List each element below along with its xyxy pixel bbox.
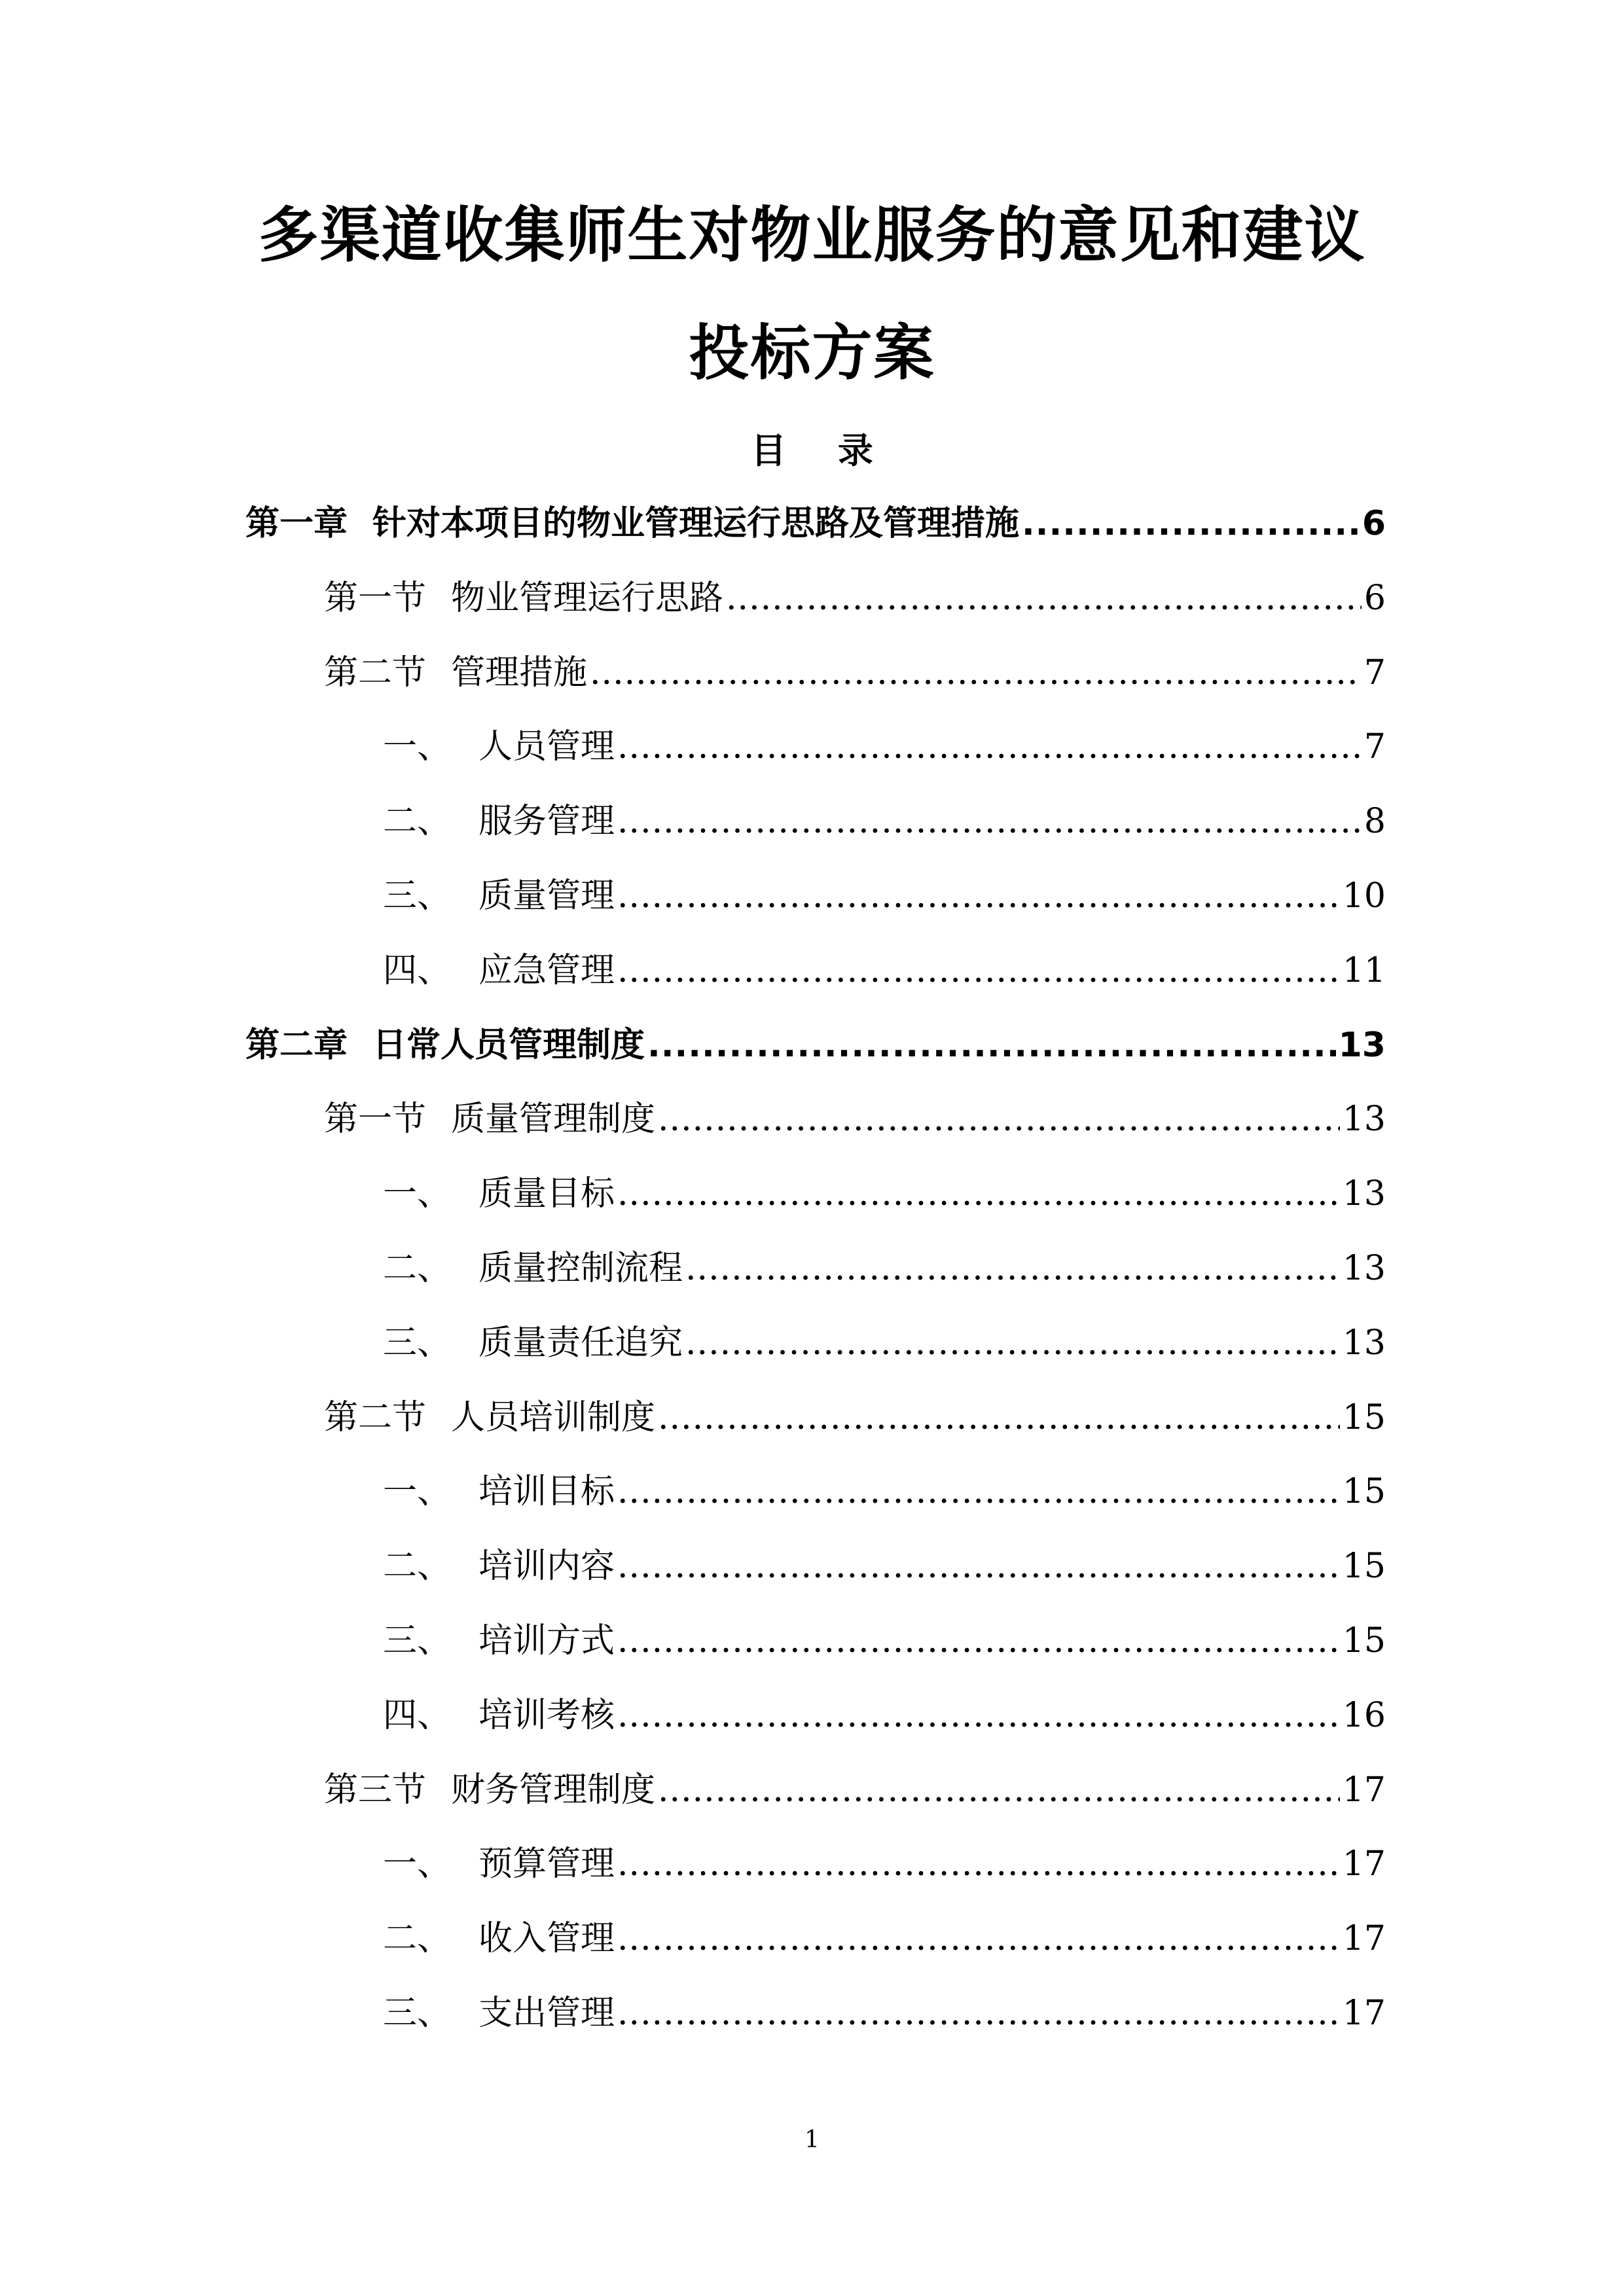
toc-entry-number: 三、 (383, 1621, 452, 1660)
toc-entry-title: 收入管理 (478, 1919, 615, 1958)
toc-dot-leader (617, 1615, 1340, 1667)
toc-entry-title: 日常人员管理制度 (372, 1026, 645, 1065)
toc-entry-page: 17 (1342, 1919, 1386, 1958)
toc-dot-leader (1022, 497, 1360, 550)
toc-entry-number: 第一节 (324, 579, 427, 618)
toc-entry[interactable] (383, 1912, 1386, 1965)
toc-entry-page: 13 (1342, 1100, 1386, 1139)
toc-entry-title: 质量控制流程 (478, 1249, 683, 1288)
toc-entry[interactable] (245, 1019, 1386, 1071)
toc-entry-page: 8 (1363, 802, 1386, 841)
toc-entry-number: 二、 (383, 1919, 452, 1958)
toc-dot-leader (685, 1242, 1340, 1295)
toc-entry-title: 支出管理 (478, 1994, 615, 2033)
toc-entry-title: 服务管理 (478, 802, 615, 841)
toc-entry-number: 二、 (383, 1547, 452, 1586)
toc-entry[interactable] (383, 1540, 1386, 1592)
toc-entry-page: 13 (1338, 1026, 1386, 1065)
toc-entry-page: 17 (1342, 1770, 1386, 1810)
toc-dot-leader (617, 1465, 1340, 1518)
toc-entry-page: 15 (1342, 1398, 1386, 1437)
toc-entry-number: 三、 (383, 1994, 452, 2033)
toc-entry-title: 培训内容 (478, 1547, 615, 1586)
toc-entry-page: 15 (1342, 1472, 1386, 1511)
document-title-line-2: 投标方案 (689, 318, 935, 388)
toc-dot-leader (617, 870, 1340, 922)
toc-entry[interactable] (324, 1093, 1386, 1145)
toc-entry-page: 15 (1342, 1547, 1386, 1586)
toc-entry-page: 13 (1342, 1323, 1386, 1363)
toc-entry-page: 10 (1342, 876, 1386, 916)
toc-entry-number: 一、 (383, 727, 452, 766)
toc-dot-leader (726, 572, 1362, 624)
toc-dot-leader (617, 1912, 1340, 1965)
toc-entry-number: 二、 (383, 802, 452, 841)
toc-entry-number: 第一章 (245, 504, 348, 543)
toc-dot-leader (617, 1838, 1340, 1890)
toc-heading: 目 录 (751, 430, 893, 471)
toc-entry-number: 第二章 (245, 1026, 348, 1065)
toc-entry-title: 财务管理制度 (451, 1770, 656, 1810)
toc-entry[interactable] (383, 944, 1386, 997)
toc-entry-title: 培训方式 (478, 1621, 615, 1660)
toc-entry[interactable] (383, 1168, 1386, 1220)
toc-entry[interactable] (383, 1987, 1386, 2039)
toc-entry[interactable] (324, 1391, 1386, 1444)
toc-dot-leader (617, 1689, 1340, 1742)
toc-entry-number: 第三节 (324, 1770, 427, 1810)
toc-dot-leader (658, 1391, 1340, 1444)
toc-entry-page: 7 (1363, 653, 1386, 692)
toc-dot-leader (617, 1540, 1340, 1592)
toc-entry-title: 针对本项目的物业管理运行思路及管理措施 (372, 504, 1020, 543)
toc-entry-number: 第一节 (324, 1100, 427, 1139)
toc-dot-leader (617, 795, 1362, 848)
toc-entry-page: 13 (1342, 1249, 1386, 1288)
toc-entry[interactable] (383, 721, 1386, 773)
toc-entry[interactable] (383, 1689, 1386, 1742)
toc-entry-title: 质量责任追究 (478, 1323, 683, 1363)
toc-dot-leader (617, 1168, 1340, 1220)
toc-dot-leader (647, 1019, 1336, 1071)
toc-entry-number: 一、 (383, 1472, 452, 1511)
toc-dot-leader (617, 1987, 1340, 2039)
toc-entry-title: 质量管理制度 (451, 1100, 656, 1139)
toc-entry[interactable] (383, 870, 1386, 922)
toc-dot-leader (658, 1093, 1340, 1145)
toc-entry-number: 二、 (383, 1249, 452, 1288)
toc-entry-title: 人员管理 (478, 727, 615, 766)
toc-entry-page: 6 (1363, 579, 1386, 618)
toc-entry-page: 16 (1342, 1696, 1386, 1735)
toc-entry-title: 质量目标 (478, 1174, 615, 1213)
toc-entry-page: 15 (1342, 1621, 1386, 1660)
toc-entry-number: 四、 (383, 1696, 452, 1735)
toc-entry-number: 一、 (383, 1844, 452, 1884)
toc-entry[interactable] (245, 497, 1386, 550)
toc-entry-page: 6 (1362, 504, 1386, 543)
toc-entry-title: 质量管理 (478, 876, 615, 916)
toc-entry-title: 预算管理 (478, 1844, 615, 1884)
toc-entry-page: 17 (1342, 1994, 1386, 2033)
toc-entry-title: 物业管理运行思路 (451, 579, 724, 618)
toc-entry[interactable] (383, 1615, 1386, 1667)
toc-entry-title: 应急管理 (478, 951, 615, 990)
toc-entry-title: 管理措施 (451, 653, 588, 692)
toc-entry[interactable] (383, 795, 1386, 848)
toc-entry[interactable] (324, 572, 1386, 624)
toc-dot-leader (590, 647, 1362, 699)
document-title-line-1: 多渠道收集师生对物业服务的意见和建议 (258, 200, 1366, 270)
toc-entry[interactable] (383, 1838, 1386, 1890)
toc-entry-number: 第二节 (324, 653, 427, 692)
toc-entry-title: 培训目标 (478, 1472, 615, 1511)
toc-entry-title: 培训考核 (478, 1696, 615, 1735)
toc-entry-page: 11 (1342, 951, 1386, 990)
toc-entry-page: 13 (1342, 1174, 1386, 1213)
toc-entry-page: 17 (1342, 1844, 1386, 1884)
toc-entry-number: 三、 (383, 1323, 452, 1363)
page-number: 1 (804, 2126, 820, 2153)
toc-dot-leader (658, 1764, 1340, 1816)
toc-entry[interactable] (383, 1465, 1386, 1518)
toc-entry[interactable] (324, 1764, 1386, 1816)
toc-dot-leader (617, 944, 1340, 997)
toc-entry[interactable] (324, 647, 1386, 699)
toc-entry-number: 三、 (383, 876, 452, 916)
toc-entry[interactable] (383, 1242, 1386, 1295)
toc-dot-leader (685, 1317, 1340, 1369)
toc-entry[interactable] (383, 1317, 1386, 1369)
toc-entry-number: 一、 (383, 1174, 452, 1213)
toc-entry-number: 四、 (383, 951, 452, 990)
toc-dot-leader (617, 721, 1362, 773)
toc-entry-title: 人员培训制度 (451, 1398, 656, 1437)
toc-entry-page: 7 (1363, 727, 1386, 766)
toc-entry-number: 第二节 (324, 1398, 427, 1437)
